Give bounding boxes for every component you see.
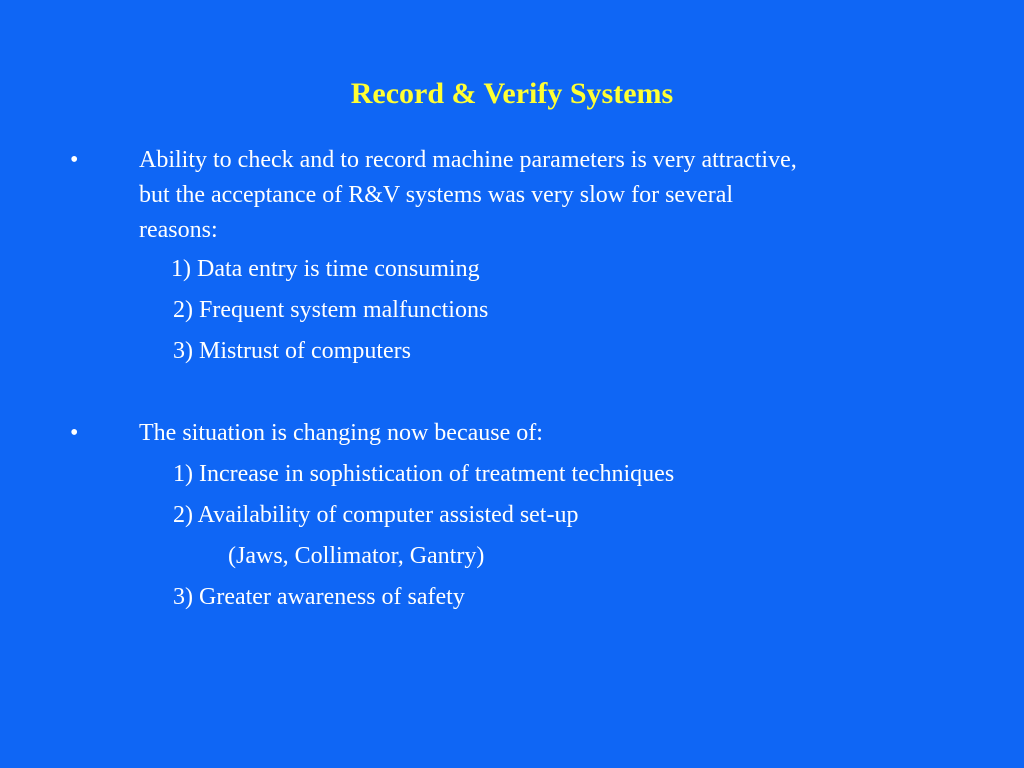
bullet-2-line-1: The situation is changing now because of: [139, 420, 543, 446]
bullet-1-item-1: 1) Data entry is time consuming [171, 256, 480, 282]
bullet-1-item-2: 2) Frequent system malfunctions [173, 297, 489, 323]
bullet-marker-1: • [70, 147, 79, 173]
slide-title: Record & Verify Systems [350, 77, 674, 110]
bullet-marker-2: • [70, 420, 79, 446]
bullet-2-item-2-detail: (Jaws, Collimator, Gantry) [228, 543, 485, 569]
bullet-2-item-1: 1) Increase in sophistication of treatment techniques [173, 461, 675, 487]
bullet-1-line-3: reasons: [139, 217, 218, 243]
bullet-1-item-3: 3) Mistrust of computers [173, 338, 411, 364]
bullet-2-item-2: 2) Availability of computer assisted set-up [173, 502, 579, 528]
bullet-1-line-1: Ability to check and to record machine parameters is very attractive, [139, 147, 797, 173]
bullet-1-line-2: but the acceptance of R&V systems was very slow for several [139, 182, 734, 208]
bullet-2-item-3: 3) Greater awareness of safety [173, 584, 465, 610]
